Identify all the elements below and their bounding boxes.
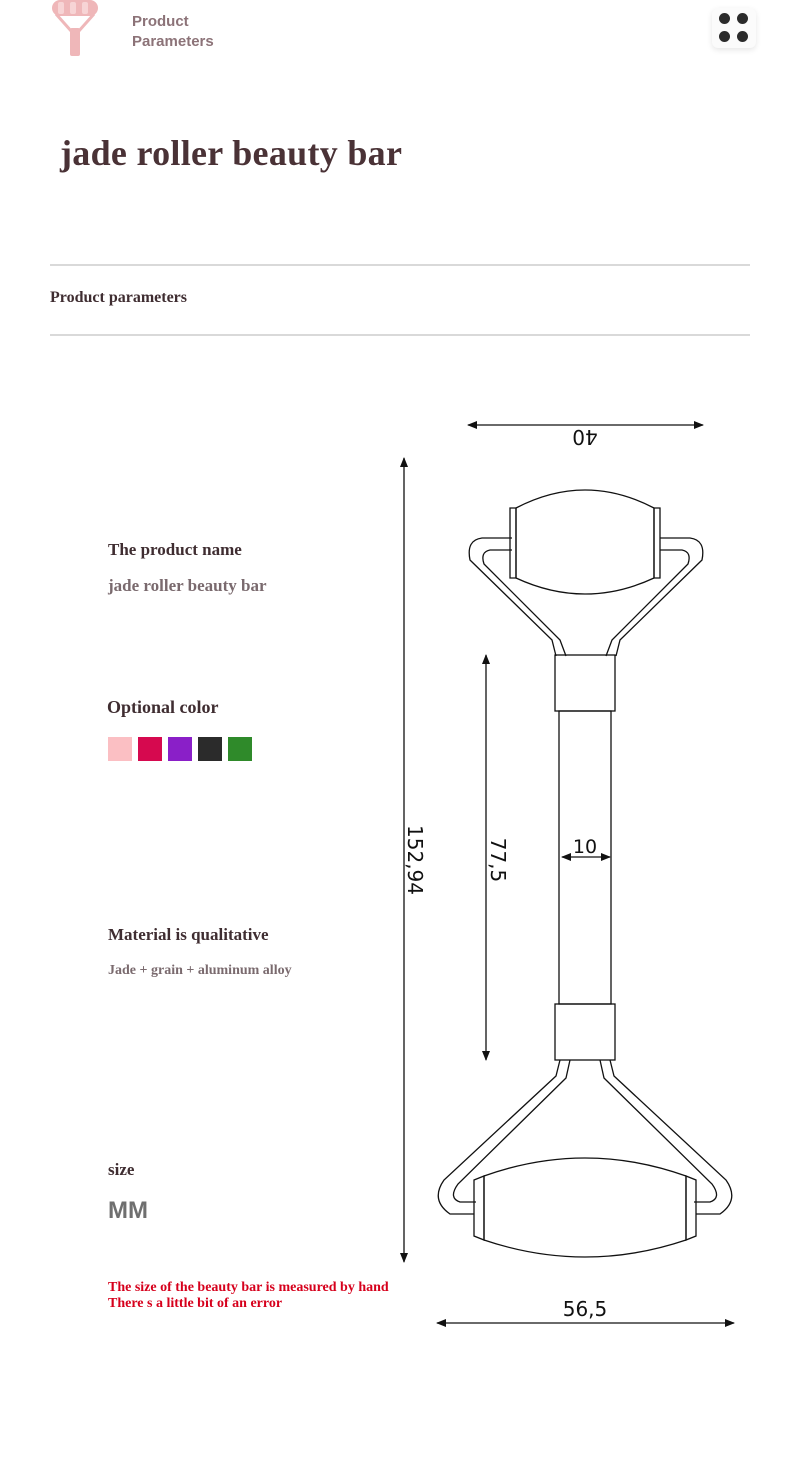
product-name-value: jade roller beauty bar: [108, 576, 267, 595]
page-title: jade roller beauty bar: [60, 133, 403, 173]
section-title: Product parameters: [50, 289, 187, 306]
handle-length-value: 77,5: [486, 837, 510, 883]
size-unit: MM: [108, 1197, 148, 1224]
material-value: Jade + grain + aluminum alloy: [108, 963, 292, 978]
bottom-roller: [484, 1158, 686, 1257]
divider-top: [50, 264, 750, 266]
product-name-label: The product name: [108, 540, 242, 559]
size-label: size: [108, 1160, 135, 1179]
bottom-width-value: 56,5: [562, 1297, 608, 1321]
optional-color-label: Optional color: [107, 697, 219, 717]
top-width-value: 40: [572, 425, 598, 449]
divider-bottom: [50, 334, 750, 336]
jade-roller-icon: [48, 0, 102, 58]
top-roller: [516, 490, 654, 594]
roller-dimension-drawing: [0, 380, 800, 1360]
bottom-frame-left: [438, 1060, 560, 1214]
top-frame-left: [469, 538, 556, 656]
handle-width-value: 10: [572, 836, 598, 858]
bottom-frame-right: [610, 1060, 732, 1214]
header-label-line1: Product: [132, 13, 189, 30]
note-line1: The size of the beauty bar is measured by hand: [108, 1280, 389, 1295]
handle-collar-bottom: [555, 1004, 615, 1060]
menu-button[interactable]: [712, 8, 756, 48]
header-label: [132, 12, 252, 52]
header-label-line2: Parameters: [132, 33, 214, 50]
material-label: Material is qualitative: [108, 925, 269, 944]
handle-collar-top: [555, 655, 615, 711]
total-length-value: 152,94: [403, 825, 427, 895]
note-line2: There s a little bit of an error: [108, 1296, 283, 1311]
